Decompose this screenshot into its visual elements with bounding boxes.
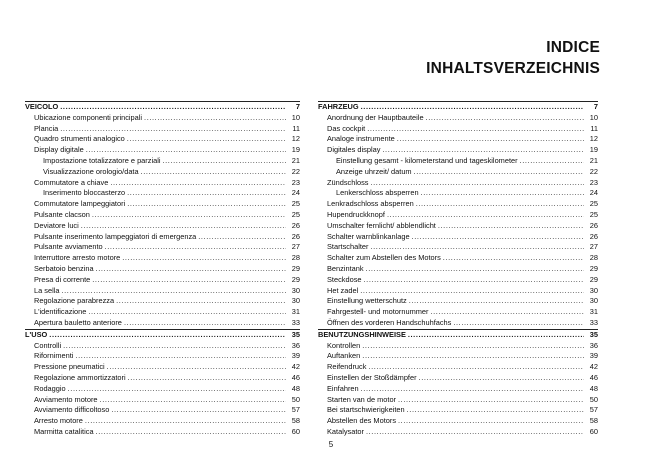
toc-entry-label: Display digitale bbox=[34, 145, 84, 155]
toc-entry[interactable] bbox=[318, 427, 598, 438]
toc-entry-page: 33 bbox=[291, 317, 300, 327]
toc-entry[interactable] bbox=[318, 113, 598, 124]
toc-entry-label: Abstellen des Motors bbox=[327, 416, 397, 426]
toc-entry-page: 31 bbox=[291, 307, 300, 317]
dot-leader bbox=[430, 307, 584, 318]
toc-entry-label: Ubicazione componenti principali bbox=[34, 112, 143, 122]
toc-entry-label: Schalter warnblinkanlage bbox=[327, 231, 410, 241]
toc-entry-page: 57 bbox=[589, 405, 598, 415]
toc-entry-label: Lenkradschloss absperren bbox=[327, 199, 414, 209]
dot-leader bbox=[426, 113, 584, 124]
dot-leader bbox=[438, 221, 584, 232]
toc-entry-page: 36 bbox=[291, 340, 300, 350]
dot-leader bbox=[409, 296, 584, 307]
toc-entry-label: Startschalter bbox=[327, 242, 369, 252]
dot-leader bbox=[68, 384, 286, 395]
toc-entry[interactable] bbox=[318, 253, 598, 264]
toc-entry[interactable] bbox=[318, 199, 598, 210]
dot-leader bbox=[364, 275, 584, 286]
toc-entry[interactable] bbox=[318, 167, 598, 178]
dot-leader bbox=[366, 264, 584, 275]
toc-entry-label: Lenkerschloss absperren bbox=[336, 188, 419, 198]
toc-entry-label: Pulsante avviamento bbox=[34, 242, 103, 252]
toc-entry-label: Controlli bbox=[34, 340, 62, 350]
toc-entry-label: Inserimento bloccasterzo bbox=[43, 188, 126, 198]
toc-entry-page: 42 bbox=[291, 362, 300, 372]
toc-entry-label: Impostazione totalizzatore e parziali bbox=[43, 155, 161, 165]
toc-entry[interactable] bbox=[318, 210, 598, 221]
dot-leader bbox=[419, 373, 584, 384]
toc-entry[interactable] bbox=[318, 395, 598, 406]
toc-entry-page: 46 bbox=[291, 372, 300, 382]
toc-entry[interactable] bbox=[318, 242, 598, 253]
toc-entry-label: Pulsante clacson bbox=[34, 209, 90, 219]
toc-entry-label: Visualizzazione orologio/data bbox=[43, 166, 139, 176]
dot-leader bbox=[368, 362, 584, 373]
toc-entry-label: Avviamento difficoltoso bbox=[34, 405, 110, 415]
toc-entry-label: Steckdose bbox=[327, 274, 362, 284]
dot-leader bbox=[408, 330, 584, 341]
dot-leader bbox=[371, 178, 585, 189]
toc-entry-label: Anordnung der Hauptbauteile bbox=[327, 112, 424, 122]
dot-leader bbox=[362, 341, 584, 352]
toc-entry-page: 26 bbox=[291, 231, 300, 241]
toc-entry-label: Umschalter fernlicht/ abblendlicht bbox=[327, 220, 436, 230]
dot-leader bbox=[398, 416, 584, 427]
toc-entry[interactable] bbox=[25, 188, 300, 199]
toc-entry[interactable] bbox=[25, 134, 300, 145]
dot-leader bbox=[416, 199, 584, 210]
toc-entry[interactable] bbox=[318, 405, 598, 416]
toc-entry[interactable] bbox=[318, 362, 598, 373]
dot-leader bbox=[122, 253, 286, 264]
dot-leader bbox=[371, 242, 585, 253]
toc-entry-label: Avviamento motore bbox=[34, 394, 98, 404]
toc-entry-page: 10 bbox=[589, 112, 598, 122]
toc-entry[interactable] bbox=[25, 221, 300, 232]
toc-entry[interactable] bbox=[25, 384, 300, 395]
dot-leader bbox=[382, 145, 584, 156]
toc-entry-label: Pressione pneumatici bbox=[34, 362, 105, 372]
toc-entry-page: 25 bbox=[589, 199, 598, 209]
toc-entry[interactable] bbox=[25, 307, 300, 318]
toc-entry[interactable] bbox=[25, 210, 300, 221]
toc-entry[interactable] bbox=[25, 145, 300, 156]
toc-entry-page: 60 bbox=[589, 426, 598, 436]
dot-leader bbox=[127, 188, 286, 199]
dot-leader bbox=[397, 134, 584, 145]
toc-entry[interactable] bbox=[318, 416, 598, 427]
toc-entry[interactable] bbox=[318, 341, 598, 352]
toc-entry-page: 23 bbox=[291, 177, 300, 187]
toc-entry[interactable] bbox=[25, 286, 300, 297]
toc-entry[interactable] bbox=[318, 156, 598, 167]
toc-entry-page: 12 bbox=[589, 134, 598, 144]
title-italian: INDICE bbox=[546, 39, 600, 56]
dot-leader bbox=[92, 275, 286, 286]
toc-entry-label: Schalter zum Abstellen des Motors bbox=[327, 253, 441, 263]
dot-leader bbox=[49, 330, 286, 341]
toc-entry[interactable] bbox=[318, 373, 598, 384]
toc-entry-page: 28 bbox=[589, 253, 598, 263]
toc-entry-label: Rifornimenti bbox=[34, 351, 74, 361]
toc-entry[interactable] bbox=[25, 395, 300, 406]
toc-entry-page: 25 bbox=[589, 209, 598, 219]
toc-italian bbox=[25, 101, 300, 438]
toc-entry[interactable] bbox=[318, 134, 598, 145]
toc-entry[interactable] bbox=[25, 275, 300, 286]
toc-entry-label: Rodaggio bbox=[34, 383, 66, 393]
toc-entry[interactable] bbox=[318, 307, 598, 318]
toc-entry-label: Commutatore a chiave bbox=[34, 177, 109, 187]
toc-entry[interactable] bbox=[318, 188, 598, 199]
toc-entry-page: 26 bbox=[589, 220, 598, 230]
dot-leader bbox=[127, 134, 286, 145]
title-german: INHALTSVERZEICHNIS bbox=[426, 60, 600, 77]
toc-entry-label: Einstellen der Stoßdämpfer bbox=[327, 372, 417, 382]
dot-leader bbox=[111, 405, 286, 416]
toc-entry-label: Digitales display bbox=[327, 145, 381, 155]
toc-entry-label: Einstellung wetterschutz bbox=[327, 296, 407, 306]
dot-leader bbox=[398, 395, 584, 406]
toc-entry[interactable] bbox=[25, 362, 300, 373]
toc-entry-page: 22 bbox=[589, 166, 598, 176]
toc-entry[interactable] bbox=[25, 427, 300, 438]
toc-section-heading[interactable] bbox=[25, 102, 300, 113]
dot-leader bbox=[362, 351, 584, 362]
toc-entry-page: 27 bbox=[291, 242, 300, 252]
toc-entry-page: 24 bbox=[589, 188, 598, 198]
toc-entry-label: BENUTZUNGSHINWEISE bbox=[318, 329, 406, 339]
toc-entry-page: 58 bbox=[291, 416, 300, 426]
toc-entry[interactable] bbox=[25, 318, 300, 329]
toc-entry[interactable] bbox=[318, 221, 598, 232]
toc-entry[interactable] bbox=[25, 405, 300, 416]
toc-entry-label: Fahrgestell- und motornummer bbox=[327, 307, 429, 317]
toc-entry-page: 36 bbox=[589, 340, 598, 350]
dot-leader bbox=[198, 232, 286, 243]
toc-entry[interactable] bbox=[25, 341, 300, 352]
toc-section-heading[interactable] bbox=[25, 330, 300, 341]
toc-entry-page: 19 bbox=[589, 145, 598, 155]
dot-leader bbox=[63, 341, 286, 352]
dot-leader bbox=[105, 242, 286, 253]
toc-entry-label: Pulsante inserimento lampeggiatori di emergenza bbox=[34, 231, 197, 241]
dot-leader bbox=[520, 156, 584, 167]
toc-entry-label: Regolazione ammortizzatori bbox=[34, 372, 126, 382]
toc-entry-page: 21 bbox=[291, 155, 300, 165]
toc-entry-page: 30 bbox=[291, 285, 300, 295]
dot-leader bbox=[367, 124, 584, 135]
toc-entry-label: FAHRZEUG bbox=[318, 102, 359, 111]
dot-leader bbox=[61, 286, 286, 297]
toc-entry-label: Das cockpit bbox=[327, 123, 366, 133]
dot-leader bbox=[453, 318, 584, 329]
toc-entry[interactable] bbox=[318, 124, 598, 135]
dot-leader bbox=[128, 373, 286, 384]
toc-entry-page: 50 bbox=[291, 394, 300, 404]
toc-entry-label: Kontrollen bbox=[327, 340, 361, 350]
toc-section-heading[interactable] bbox=[318, 330, 598, 341]
dot-leader bbox=[387, 210, 584, 221]
toc-entry-page: 26 bbox=[589, 231, 598, 241]
toc-entry-label: Einfahren bbox=[327, 383, 359, 393]
toc-entry[interactable] bbox=[25, 253, 300, 264]
toc-entry-page: 39 bbox=[291, 351, 300, 361]
dot-leader bbox=[124, 318, 286, 329]
dot-leader bbox=[60, 124, 286, 135]
dot-leader bbox=[361, 384, 584, 395]
toc-entry-page: 31 bbox=[589, 307, 598, 317]
toc-entry-label: Apertura bauletto anteriore bbox=[34, 317, 122, 327]
toc-entry-label: L'USO bbox=[25, 329, 48, 339]
toc-entry-label: Deviatore luci bbox=[34, 220, 79, 230]
toc-entry-page: 12 bbox=[291, 134, 300, 144]
toc-entry-page: 28 bbox=[291, 253, 300, 263]
toc-entry-page: 60 bbox=[291, 426, 300, 436]
dot-leader bbox=[100, 395, 286, 406]
toc-entry-label: Reifendruck bbox=[327, 362, 367, 372]
toc-entry-page: 57 bbox=[291, 405, 300, 415]
toc-entry-page: 21 bbox=[589, 155, 598, 165]
toc-entry-page: 24 bbox=[291, 188, 300, 198]
dot-leader bbox=[86, 145, 286, 156]
toc-entry-page: 46 bbox=[589, 372, 598, 382]
toc-entry-page: 25 bbox=[291, 209, 300, 219]
toc-entry-label: Einstellung gesamt - kilometerstand und tageskilometer bbox=[336, 155, 518, 165]
dot-leader bbox=[421, 188, 584, 199]
dot-leader bbox=[81, 221, 286, 232]
toc-entry[interactable] bbox=[318, 351, 598, 362]
toc-entry-label: Interruttore arresto motore bbox=[34, 253, 121, 263]
toc-entry[interactable] bbox=[318, 318, 598, 329]
toc-entry-page: 29 bbox=[291, 274, 300, 284]
toc-entry-label: Quadro strumenti analogico bbox=[34, 134, 125, 144]
dot-leader bbox=[144, 113, 286, 124]
toc-entry-page: 23 bbox=[589, 177, 598, 187]
toc-entry-page: 30 bbox=[589, 285, 598, 295]
toc-entry-label: Katalysator bbox=[327, 426, 364, 436]
toc-entry-label: Plancia bbox=[34, 123, 59, 133]
toc-entry-label: Auftanken bbox=[327, 351, 361, 361]
toc-entry-label: Het zadel bbox=[327, 285, 359, 295]
toc-entry-label: Benzintank bbox=[327, 263, 364, 273]
toc-german bbox=[318, 101, 598, 438]
toc-entry-label: Öffnen des vorderen Handschuhfachs bbox=[327, 317, 452, 327]
toc-entry-page: 11 bbox=[292, 123, 300, 133]
toc-entry[interactable] bbox=[25, 373, 300, 384]
toc-entry-label: Hupendruckknopf bbox=[327, 209, 385, 219]
dot-leader bbox=[412, 232, 584, 243]
toc-entry-page: 22 bbox=[291, 166, 300, 176]
toc-entry-page: 35 bbox=[589, 329, 598, 339]
dot-leader bbox=[361, 102, 584, 113]
toc-entry[interactable] bbox=[318, 264, 598, 275]
dot-leader bbox=[366, 427, 584, 438]
dot-leader bbox=[96, 427, 286, 438]
toc-entry[interactable] bbox=[25, 167, 300, 178]
toc-entry-page: 29 bbox=[589, 263, 598, 273]
toc-entry-page: 29 bbox=[589, 274, 598, 284]
dot-leader bbox=[414, 167, 584, 178]
dot-leader bbox=[116, 296, 286, 307]
toc-entry-label: La sella bbox=[34, 285, 60, 295]
toc-entry-label: Zündschloss bbox=[327, 177, 369, 187]
toc-entry-page: 7 bbox=[295, 102, 300, 111]
toc-entry[interactable] bbox=[318, 384, 598, 395]
page-number: 5 bbox=[328, 440, 334, 449]
toc-entry[interactable] bbox=[318, 286, 598, 297]
toc-entry-page: 35 bbox=[291, 329, 300, 339]
toc-entry-label: Marmitta catalitica bbox=[34, 426, 94, 436]
dot-leader bbox=[163, 156, 287, 167]
toc-entry-label: Anzeige uhrzeit/ datum bbox=[336, 166, 412, 176]
toc-entry[interactable] bbox=[25, 351, 300, 362]
dot-leader bbox=[127, 199, 286, 210]
toc-entry-page: 19 bbox=[291, 145, 300, 155]
toc-entry-page: 25 bbox=[291, 199, 300, 209]
toc-entry-page: 48 bbox=[589, 383, 598, 393]
dot-leader bbox=[96, 264, 286, 275]
toc-entry-page: 26 bbox=[291, 220, 300, 230]
toc-entry[interactable] bbox=[25, 113, 300, 124]
dot-leader bbox=[60, 102, 286, 113]
toc-section-heading[interactable] bbox=[318, 102, 598, 113]
toc-entry-page: 30 bbox=[589, 296, 598, 306]
dot-leader bbox=[107, 362, 286, 373]
toc-entry[interactable] bbox=[318, 232, 598, 243]
toc-entry-page: 33 bbox=[589, 317, 598, 327]
toc-entry-page: 27 bbox=[589, 242, 598, 252]
toc-entry-label: Commutatore lampeggiatori bbox=[34, 199, 126, 209]
toc-entry[interactable] bbox=[25, 264, 300, 275]
toc-entry-label: Presa di corrente bbox=[34, 274, 91, 284]
toc-entry[interactable] bbox=[25, 296, 300, 307]
toc-entry-page: 29 bbox=[291, 263, 300, 273]
title-block bbox=[426, 37, 600, 79]
dot-leader bbox=[443, 253, 584, 264]
toc-entry[interactable] bbox=[318, 145, 598, 156]
toc-entry[interactable] bbox=[318, 296, 598, 307]
dot-leader bbox=[88, 307, 286, 318]
toc-entry-label: VEICOLO bbox=[25, 102, 59, 111]
toc-entry[interactable] bbox=[318, 275, 598, 286]
dot-leader bbox=[360, 286, 584, 297]
toc-entry-label: Arresto motore bbox=[34, 416, 83, 426]
toc-entry-label: Serbatoio benzina bbox=[34, 263, 94, 273]
toc-entry[interactable] bbox=[25, 156, 300, 167]
dot-leader bbox=[85, 416, 286, 427]
toc-entry[interactable] bbox=[25, 124, 300, 135]
dot-leader bbox=[75, 351, 286, 362]
toc-entry-label: Starten van de motor bbox=[327, 394, 397, 404]
toc-entry[interactable] bbox=[25, 242, 300, 253]
toc-entry-page: 50 bbox=[589, 394, 598, 404]
toc-entry-label: Bei startschwierigkeiten bbox=[327, 405, 405, 415]
dot-leader bbox=[141, 167, 286, 178]
toc-entry-page: 11 bbox=[590, 123, 598, 133]
toc-entry-page: 58 bbox=[589, 416, 598, 426]
toc-entry-label: Analoge instrumente bbox=[327, 134, 395, 144]
toc-entry[interactable] bbox=[25, 199, 300, 210]
toc-entry-label: Regolazione parabrezza bbox=[34, 296, 115, 306]
toc-entry-page: 42 bbox=[589, 362, 598, 372]
toc-entry-label: L'identificazione bbox=[34, 307, 87, 317]
dot-leader bbox=[407, 405, 584, 416]
toc-entry[interactable] bbox=[25, 232, 300, 243]
toc-entry-page: 48 bbox=[291, 383, 300, 393]
toc-entry[interactable] bbox=[25, 178, 300, 189]
toc-entry-page: 30 bbox=[291, 296, 300, 306]
toc-entry-page: 7 bbox=[593, 102, 598, 111]
toc-entry[interactable] bbox=[25, 416, 300, 427]
dot-leader bbox=[110, 178, 286, 189]
toc-entry-page: 39 bbox=[589, 351, 598, 361]
dot-leader bbox=[92, 210, 286, 221]
toc-entry-page: 10 bbox=[291, 112, 300, 122]
toc-entry[interactable] bbox=[318, 178, 598, 189]
